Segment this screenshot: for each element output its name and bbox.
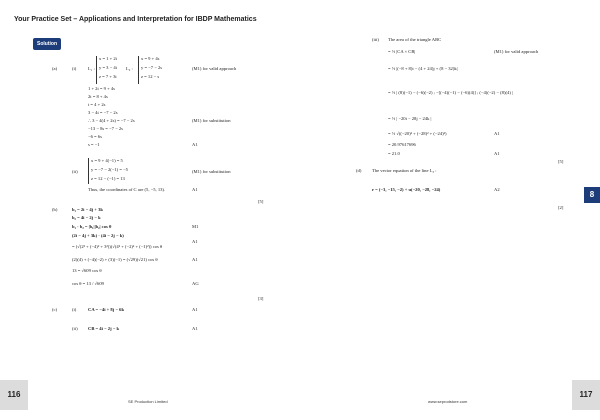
iii-line-1: = ½ |CA × CB| bbox=[388, 49, 416, 54]
c-ii-expr: CB = 4i − 2j − k bbox=[88, 326, 120, 331]
brace-left bbox=[96, 56, 97, 84]
iii-line-4: = ½ | −20i − 28j − 24k | bbox=[388, 116, 432, 121]
brace-ii bbox=[88, 158, 89, 184]
c-i-expr: CA = −4i + 8j − 6k bbox=[88, 307, 124, 312]
iii-line-7: = 21.0 bbox=[388, 151, 400, 156]
c-i-mark: A1 bbox=[192, 307, 198, 312]
step-a-1: 1 + 2t = 9 + 4s bbox=[88, 86, 115, 91]
total-5-right: [5] bbox=[558, 159, 564, 164]
d-text: The vector equation of the line L₃ : bbox=[372, 168, 437, 173]
b-line-4: (2i − 4j + 3k) · (4i − 2j − k) bbox=[72, 233, 124, 238]
l1-eq-2: y = 3 − 4t bbox=[99, 65, 117, 70]
total-2: [2] bbox=[558, 205, 564, 210]
c-ii-mark: A1 bbox=[192, 326, 198, 331]
page-header: Your Practice Set – Applications and Interpretation for IBDP Mathematics bbox=[14, 16, 257, 23]
iii-line-3: = ½ | (8)(−1) − (−6)(−2) ; −[(−4)(−1) − (−6)(4)] ; (−4)(−2) − (8)(4) | bbox=[388, 90, 513, 95]
part-a-label: (a) bbox=[52, 66, 58, 71]
step-a-2: 2t = 8 + 4s bbox=[88, 94, 108, 99]
b-line-2: b₂ = 4i − 2j − k bbox=[72, 215, 101, 220]
b-line-6: (2)(4) + (−4)(−2) + (3)(−1) = (√29)(√21) cos θ bbox=[72, 257, 158, 262]
page-number-right: 117 bbox=[572, 380, 600, 410]
ii-thus: Thus, the coordinates of C are (5, −5, 13). bbox=[88, 187, 166, 192]
ii-eq-1: x = 9 + 4(−1) = 5 bbox=[91, 158, 123, 163]
b-line-1: b₁ = 2i − 4j + 3k bbox=[72, 207, 103, 212]
solution-badge: Solution bbox=[33, 38, 61, 50]
b-line-5: = (√(2² + (−4)² + 3²))(√(4² + (−2)² + (−1)²)) cos θ bbox=[72, 244, 163, 249]
page-number-left: 116 bbox=[0, 380, 28, 410]
b-line-3: b₁ · b₂ = |b₁||b₂| cos θ bbox=[72, 224, 112, 229]
l2-eq-2: y = −7 − 2s bbox=[141, 65, 163, 70]
step-a-5: ∴ 3 − 4(4 + 2s) = −7 − 2s bbox=[88, 118, 135, 123]
mark-valid-approach: (M1) for valid approach bbox=[192, 66, 237, 71]
c-i-label: (i) bbox=[72, 307, 77, 312]
step-a-4: 3 − 4t = −7 − 2s bbox=[88, 110, 118, 115]
b-line-7: 13 = √609 cos θ bbox=[72, 268, 102, 273]
ii-a1: A1 bbox=[192, 187, 198, 192]
part-a-ii-label: (ii) bbox=[72, 169, 78, 174]
part-d-label: (d) bbox=[356, 168, 362, 173]
iii-mark-2: A1 bbox=[494, 131, 500, 136]
step-a-6: −13 − 8s = −7 − 2s bbox=[88, 126, 123, 131]
total-3: [3] bbox=[258, 296, 264, 301]
part-a-i-label: (i) bbox=[72, 66, 77, 71]
iii-line-5: = ½ √((−20)² + (−28)² + (−24)²) bbox=[388, 131, 447, 136]
iii-mark-1: (M1) for valid approach bbox=[494, 49, 539, 54]
c-ii-label: (ii) bbox=[72, 326, 78, 331]
total-5-left: [5] bbox=[258, 199, 264, 204]
ii-eq-2: y = −7 − 2(−1) = −5 bbox=[91, 167, 128, 172]
b-mark-a1-2: A1 bbox=[192, 257, 198, 262]
l1-eq-1: x = 1 + 2t bbox=[99, 56, 117, 61]
mark-substitution: (M1) for substitution bbox=[192, 118, 231, 123]
l2-eq-1: x = 9 + 4s bbox=[141, 56, 160, 61]
b-mark-ag: AG bbox=[192, 281, 199, 286]
d-equation: r = (−3, −15, −2) + u(−20, −28, −24) bbox=[372, 187, 441, 192]
l1-eq-3: z = 7 + 3t bbox=[99, 74, 117, 79]
iii-mark-3: A1 bbox=[494, 151, 500, 156]
step-a-3: t = 4 + 2s bbox=[88, 102, 106, 107]
step-a-8: s = −1 bbox=[88, 142, 100, 147]
ii-mark: (M1) for substitution bbox=[192, 169, 231, 174]
iii-label: (iii) bbox=[372, 37, 379, 42]
d-mark: A2 bbox=[494, 187, 500, 192]
footer-publisher: SE Production Limited bbox=[128, 399, 168, 404]
b-mark-a1-1: A1 bbox=[192, 239, 198, 244]
iii-text: The area of the triangle ABC bbox=[388, 37, 442, 42]
brace-right bbox=[138, 56, 139, 84]
iii-line-2: = ½ |(−8 + 8)i − (4 + 24)j + (8 − 32)k| bbox=[388, 66, 458, 71]
b-line-8: cos θ = 13 / √609 bbox=[72, 281, 104, 286]
b-mark-m1: M1 bbox=[192, 224, 199, 229]
l2-name: L₂ : bbox=[126, 66, 133, 71]
part-c-label: (c) bbox=[52, 307, 58, 312]
ii-eq-3: z = 12 − (−1) = 13 bbox=[91, 176, 125, 181]
l2-eq-3: z = 12 − s bbox=[141, 74, 160, 79]
mark-a1: A1 bbox=[192, 142, 198, 147]
l1-name: L₁ : bbox=[88, 66, 95, 71]
footer-website: www.seprodstore.com bbox=[428, 399, 468, 404]
step-a-7: −6 = 6s bbox=[88, 134, 102, 139]
iii-line-6: = 20.97617696 bbox=[388, 142, 416, 147]
part-b-label: (b) bbox=[52, 207, 58, 212]
chapter-tab: 8 bbox=[584, 187, 600, 203]
